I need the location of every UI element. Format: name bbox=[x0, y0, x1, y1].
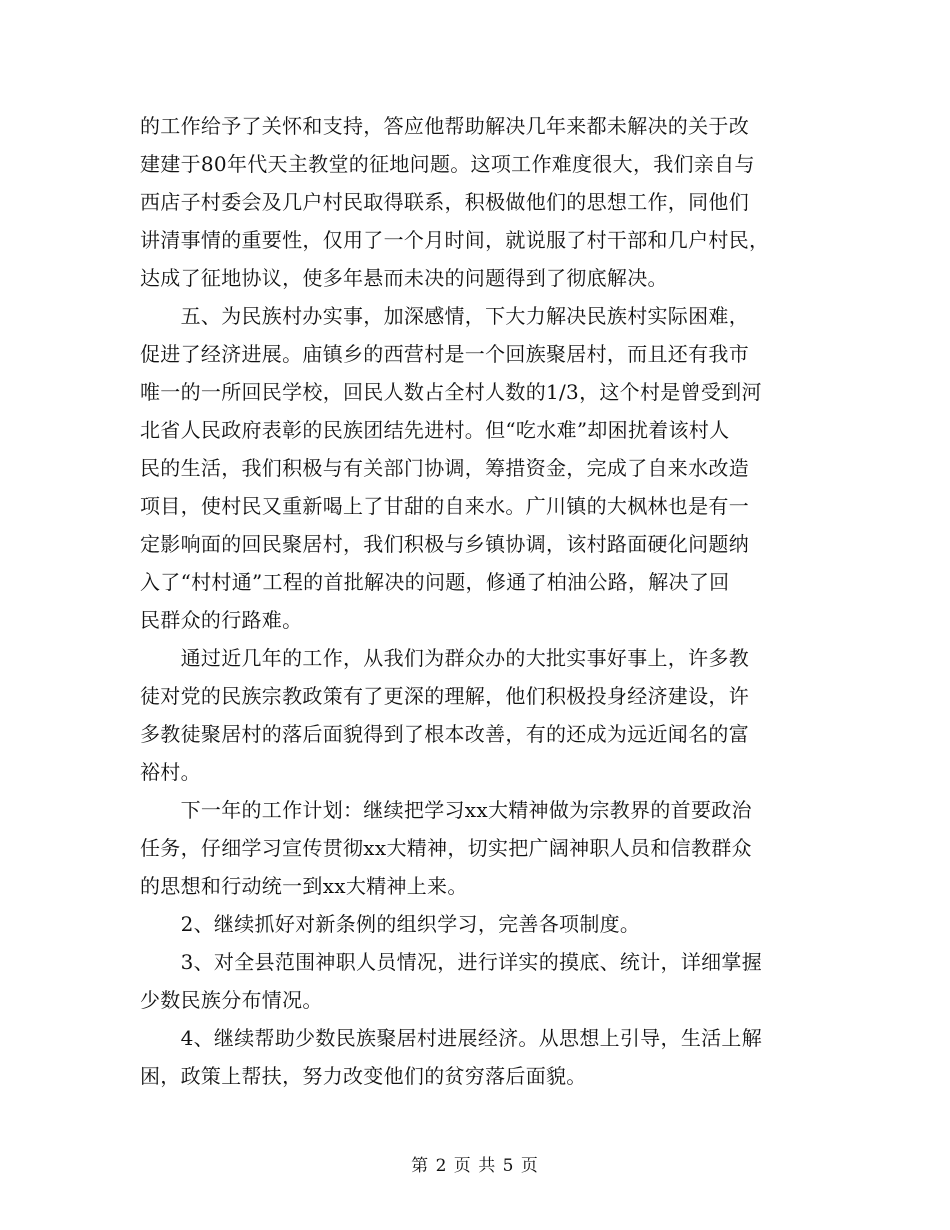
text-line: 下一年的工作计划：继续把学习xx大精神做为宗教界的首要政治 bbox=[140, 798, 752, 822]
text-line: 裕村。 bbox=[140, 760, 201, 784]
text-line: 五、为民族村办实事，加深感情，下大力解决民族村实际困难， bbox=[140, 304, 749, 328]
text-line: 讲清事情的重要性，仅用了一个月时间，就说服了村干部和几户村民， bbox=[140, 228, 770, 252]
text-line: 定影响面的回民聚居村，我们积极与乡镇协调，该村路面硬化问题纳 bbox=[140, 532, 749, 556]
text-line: 困，政策上帮扶，努力改变他们的贫穷落后面貌。 bbox=[140, 1064, 587, 1088]
text-line: 唯一的一所回民学校，回民人数占全村人数的1/3，这个村是曾受到河 bbox=[140, 380, 762, 404]
text-line: 西店子村委会及几户村民取得联系，积极做他们的思想工作，同他们 bbox=[140, 190, 749, 214]
text-line: 入了“村村通”工程的首批解决的问题，修通了柏油公路，解决了回 bbox=[140, 570, 730, 594]
text-line: 项目，使村民又重新喝上了甘甜的自来水。广川镇的大枫林也是有一 bbox=[140, 494, 749, 518]
text-line: 4、继续帮助少数民族聚居村进展经济。从思想上引导，生活上解 bbox=[140, 1026, 763, 1050]
text-line: 民的生活，我们积极与有关部门协调，筹措资金，完成了自来水改造 bbox=[140, 456, 749, 480]
text-line: 多教徒聚居村的落后面貌得到了根本改善，有的还成为远近闻名的富 bbox=[140, 722, 749, 746]
text-line: 徒对党的民族宗教政策有了更深的理解，他们积极投身经济建设，许 bbox=[140, 684, 749, 708]
text-line: 建建于80年代天主教堂的征地问题。这项工作难度很大，我们亲自与 bbox=[140, 152, 755, 176]
text-line: 的思想和行动统一到xx大精神上来。 bbox=[140, 874, 468, 898]
text-line: 任务，仔细学习宣传贯彻xx大精神，切实把广阔神职人员和信教群众 bbox=[140, 836, 752, 860]
text-line: 促进了经济进展。庙镇乡的西营村是一个回族聚居村，而且还有我市 bbox=[140, 342, 749, 366]
text-line: 3、对全县范围神职人员情况，进行详实的摸底、统计，详细掌握 bbox=[140, 950, 763, 974]
page-footer: 第 2 页 共 5 页 bbox=[411, 1156, 539, 1176]
text-line: 达成了征地协议，使多年悬而未决的问题得到了彻底解决。 bbox=[140, 266, 668, 290]
text-line: 的工作给予了关怀和支持，答应他帮助解决几年来都未解决的关于改 bbox=[140, 114, 749, 138]
text-line: 少数民族分布情况。 bbox=[140, 988, 323, 1012]
text-line: 2、继续抓好对新条例的组织学习，完善各项制度。 bbox=[140, 912, 641, 936]
text-line: 北省人民政府表彰的民族团结先进村。但“吃水难”却困扰着该村人 bbox=[140, 418, 730, 442]
text-line: 民群众的行路难。 bbox=[140, 608, 303, 632]
text-line: 通过近几年的工作，从我们为群众办的大批实事好事上，许多教 bbox=[140, 646, 749, 670]
